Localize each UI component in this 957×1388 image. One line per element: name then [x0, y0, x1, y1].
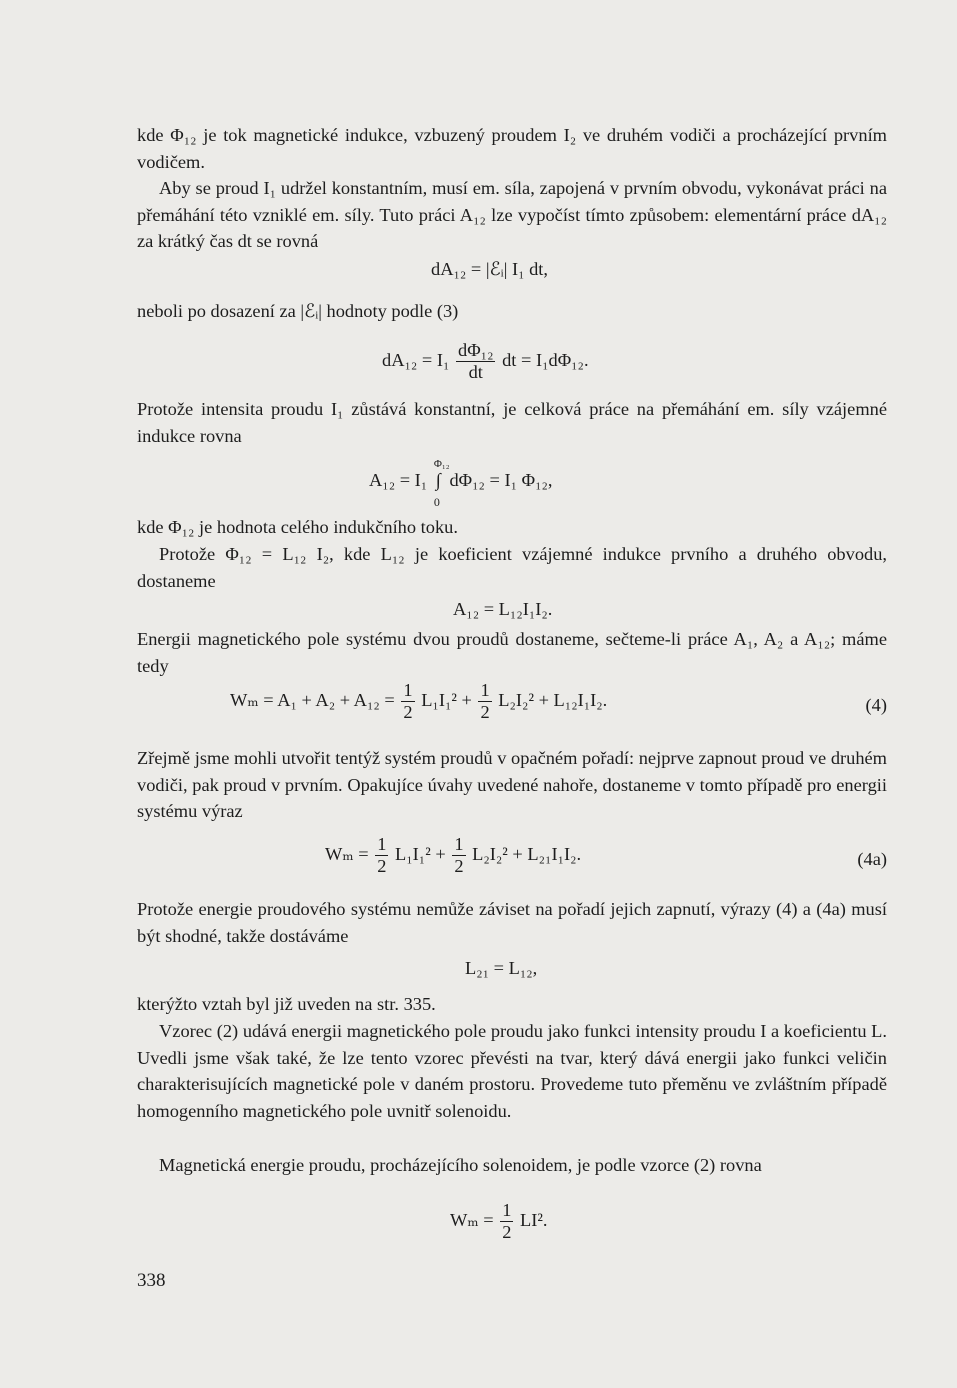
eq3-lhs: A₁₂ = I₁	[369, 470, 428, 490]
equation-2	[137, 340, 887, 392]
paragraph-9: Protože energie proudového systému nemůže záviset na pořadí jejich zapnutí, výrazy (4) a (4a) musí být shodné, takže dostáváme	[137, 899, 887, 946]
eq2-lhs: dA₁₂ = I₁	[382, 349, 450, 370]
paragraph-1: kde Φ₁₂ je tok magnetické indukce, vzbuzený proudem I₂ ve druhém vodiči a procházející prvním vodičem.	[137, 125, 887, 172]
eq2-fraction: $\frac{\text{dΦ₁₂}}{dt}$	[458, 340, 494, 383]
integral-sign: Φ₁₂ ∫ 0	[433, 458, 450, 509]
equation-3	[137, 458, 887, 509]
equation-7: L₂₁ = L₁₂,	[465, 958, 538, 978]
page-number: 338	[137, 1270, 166, 1291]
paragraph-2: Aby se proud I₁ udržel konstantním, musí em. síla, zapojená v prvním obvodu, vykonávat práci na přemáhání této vzniklé em. síly. Tuto práci A₁₂ lze vypočíst tímto způsobem: elementární práce dA₁₂ za krátký čas dt se rovná	[137, 178, 887, 251]
paragraph-7: Energii magnetického pole systému dvou proudů dostaneme, sečteme-li práce A₁, A₂ a A₁₂; máme tedy	[137, 629, 887, 676]
paragraph-4: Protože intensita proudu I₁ zůstává konstantní, je celková práce na přemáhání em. síly vzájemné indukce rovna	[137, 399, 887, 446]
paragraph-6: Protože Φ₁₂ = L₁₂ I₂, kde L₁₂ je koeficient vzájemné indukce prvního a druhého obvodu, dostaneme	[137, 544, 887, 591]
equation-number-4a: (4a)	[857, 849, 887, 869]
equation-1: dA₁₂ = |ℰᵢ| I₁ dt,	[431, 259, 549, 279]
eq3-rhs: dΦ₁₂ = I₁ Φ₁₂,	[449, 470, 553, 490]
paragraph-12: Magnetická energie proudu, procházejícího solenoidem, je podle vzorce (2) rovna	[159, 1155, 762, 1175]
paragraph-11: Vzorec (2) udává energii magnetického pole proudu jako funkci intensity proudu I a koeficientu L. Uvedli jsme však také, že lze tento vzorec převésti na tvar, který dává energii jako funkci veličin charakterisujících magnetické pole v daném prostoru. Provedeme tuto přeměnu ve zvláštním případě homogenního magnetického pole uvnitř solenoidu.	[137, 1021, 887, 1121]
equation-8: Wₘ = $\frac{1}{2}$ LI².	[450, 1200, 548, 1243]
equation-4: A₁₂ = L₁₂I₁I₂.	[453, 599, 553, 619]
equation-5: Wₘ = A₁ + A₂ + A₁₂ = $\frac{1}{2}$ L₁I₁² + $\frac{1}{2}$ L₂I₂² + L₁₂I₁I₂. (4)	[230, 680, 887, 723]
equation-number-4: (4)	[865, 695, 887, 715]
paragraph-8: Zřejmě jsme mohli utvořit tentýž systém proudů v opačném pořadí: nejprve zapnout proud ve druhém vodiči, pak proud v prvním. Opakujíce úvahy uvedené nahoře, dostaneme v tomto případě pro energii systému výraz	[137, 748, 887, 821]
paragraph-10: kterýžto vztah byl již uveden na str. 335.	[137, 994, 436, 1014]
paragraph-5: kde Φ₁₂ je hodnota celého indukčního toku.	[137, 517, 458, 537]
equation-6: Wₘ = $\frac{1}{2}$ L₁I₁² + $\frac{1}{2}$ L₂I₂² + L₂₁I₁I₂. (4a)	[325, 834, 887, 877]
paragraph-3: neboli po dosazení za |ℰᵢ| hodnoty podle (3)	[137, 301, 459, 321]
eq2-rhs: dt = I₁dΦ₁₂.	[502, 349, 589, 370]
